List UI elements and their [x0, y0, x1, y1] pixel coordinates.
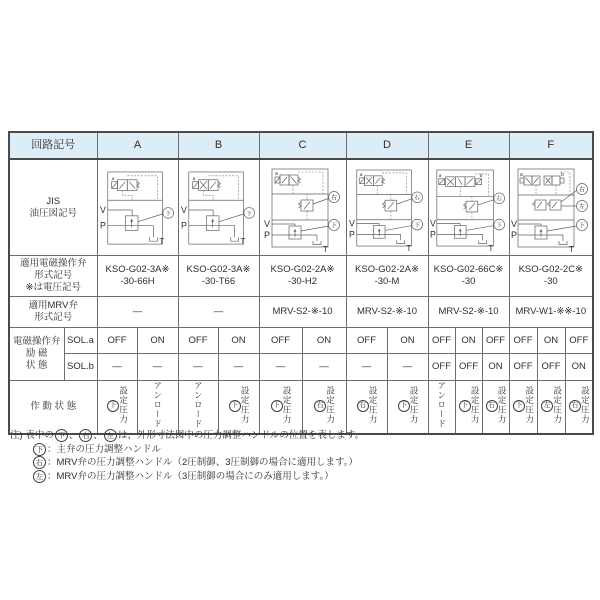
header-col-b: B — [178, 132, 259, 159]
svg-text:右: 右 — [414, 195, 421, 202]
svg-text:P: P — [348, 228, 355, 239]
sol-a-a2: ON — [137, 328, 178, 354]
sol-state-label: 電磁操作弁 励 磁 状 態 — [9, 328, 64, 381]
sol-b-f2: OFF — [537, 354, 565, 381]
svg-text:T: T — [158, 236, 164, 246]
hydraulic-circuit-diagram-e — [430, 164, 508, 254]
handle-mark: 下 — [459, 400, 471, 412]
sol-a-b1: OFF — [178, 328, 218, 354]
jis-row-label: JIS 油圧図記号 — [9, 159, 97, 256]
state-row-label: 作 動 状 態 — [9, 381, 97, 434]
svg-text:下: 下 — [245, 210, 252, 217]
state-b1: アンロード — [178, 381, 218, 434]
state-e3: 設定圧力右 — [482, 381, 509, 434]
handle-mark: 下 — [107, 400, 119, 412]
svg-text:a: a — [192, 176, 195, 182]
handle-mark: 右 — [569, 400, 581, 412]
handle-mark-down: 下 — [55, 429, 68, 442]
kso-model-a: KSO-G02-3A※ -30-66H — [97, 256, 178, 297]
svg-text:P: P — [180, 220, 187, 230]
jis-diagram-c-cell — [259, 159, 346, 256]
sol-b-b2: — — [218, 354, 259, 381]
svg-text:b: b — [560, 171, 564, 178]
sol-b-c1: — — [259, 354, 302, 381]
svg-text:V: V — [348, 218, 355, 229]
sol-a-d1: OFF — [346, 328, 387, 354]
valve-spec-table — [8, 131, 594, 435]
mrv-model-d: MRV-S2-※-10 — [346, 297, 428, 328]
kso-row-label: 適用電磁操作弁 形式記号 ※は電圧記号 — [9, 256, 97, 297]
sol-b-d2: — — [387, 354, 428, 381]
sol-a-label: SOL.a — [64, 328, 97, 354]
kso-model-row — [9, 256, 593, 297]
svg-text:T: T — [322, 244, 328, 254]
header-col-a: A — [97, 132, 178, 159]
state-e1: アンロード — [428, 381, 455, 434]
sol-a-row — [9, 328, 593, 354]
operating-state-row — [9, 381, 593, 434]
handle-mark: 下 — [398, 400, 410, 412]
header-col-d: D — [346, 132, 428, 159]
svg-text:a: a — [519, 171, 523, 178]
mrv-model-c: MRV-S2-※-10 — [259, 297, 346, 328]
kso-model-b: KSO-G02-3A※ -30-T66 — [178, 256, 259, 297]
state-f1: 設定圧力下 — [509, 381, 537, 434]
sol-a-e2: ON — [455, 328, 482, 354]
hydraulic-circuit-diagram-a — [99, 164, 177, 254]
sol-a-a1: OFF — [97, 328, 137, 354]
note-line-1: 注) 表中の 下 、 右 、 左 は、外形寸法図中の圧力調整ハンドルの位置を表します。 — [10, 430, 365, 442]
svg-text:下: 下 — [414, 222, 421, 229]
handle-mark: 下 — [271, 400, 283, 412]
handle-mark: 左 — [541, 400, 553, 412]
svg-text:T: T — [239, 236, 245, 246]
svg-text:V: V — [510, 218, 517, 229]
handle-mark-left: 左 — [104, 429, 117, 442]
svg-text:右: 右 — [495, 196, 502, 203]
kso-model-f: KSO-G02-2C※ -30 — [509, 256, 593, 297]
sol-a-d2: ON — [387, 328, 428, 354]
handle-mark: 下 — [513, 400, 525, 412]
hydraulic-circuit-diagram-d — [348, 164, 426, 254]
svg-text:T: T — [488, 243, 493, 253]
sol-b-e1: OFF — [428, 354, 455, 381]
handle-mark-right: 右 — [79, 429, 92, 442]
header-row — [9, 132, 593, 159]
svg-text:a: a — [111, 176, 114, 182]
mrv-model-b: — — [178, 297, 259, 328]
svg-text:P: P — [99, 220, 106, 230]
svg-text:T: T — [406, 243, 412, 253]
jis-diagram-d-cell — [346, 159, 428, 256]
sol-a-b2: ON — [218, 328, 259, 354]
handle-mark: 右 — [486, 400, 498, 412]
sol-a-f3: OFF — [565, 328, 593, 354]
sol-b-e2: OFF — [455, 354, 482, 381]
svg-text:下: 下 — [495, 222, 502, 229]
state-c1: 設定圧力下 — [259, 381, 302, 434]
state-a2: アンロード — [137, 381, 178, 434]
hydraulic-circuit-diagram-c — [263, 164, 343, 254]
svg-text:P: P — [510, 229, 517, 240]
svg-text:T: T — [568, 244, 574, 254]
footnotes — [10, 429, 364, 483]
svg-text:左: 左 — [578, 204, 585, 210]
svg-text:下: 下 — [330, 223, 337, 229]
state-e2: 設定圧力下 — [455, 381, 482, 434]
kso-model-d: KSO-G02-2A※ -30-M — [346, 256, 428, 297]
state-d2: 設定圧力下 — [387, 381, 428, 434]
state-f3: 設定圧力右 — [565, 381, 593, 434]
sol-b-a2: — — [137, 354, 178, 381]
kso-model-e: KSO-G02-66C※ -30 — [428, 256, 509, 297]
jis-diagram-b-cell — [178, 159, 259, 256]
state-c2: 設定圧力右 — [302, 381, 346, 434]
mrv-row-label: 適用MRV弁 形式記号 — [9, 297, 97, 328]
svg-text:a: a — [438, 173, 442, 179]
jis-symbol-row — [9, 159, 593, 256]
svg-text:下: 下 — [164, 210, 171, 217]
handle-mark-down: 下 — [33, 443, 46, 456]
kso-model-c: KSO-G02-2A※ -30-H2 — [259, 256, 346, 297]
svg-text:右: 右 — [578, 187, 585, 193]
sol-b-f1: OFF — [509, 354, 537, 381]
sol-a-e1: OFF — [428, 328, 455, 354]
sol-a-e3: OFF — [482, 328, 509, 354]
sol-b-e3: ON — [482, 354, 509, 381]
header-corner: 回路記号 — [9, 132, 97, 159]
handle-mark-right: 右 — [33, 456, 46, 469]
sol-b-c2: — — [302, 354, 346, 381]
svg-text:V: V — [263, 218, 270, 229]
svg-text:右: 右 — [330, 195, 337, 201]
state-f2: 設定圧力左 — [537, 381, 565, 434]
jis-diagram-f-cell — [509, 159, 593, 256]
sol-b-label: SOL.b — [64, 354, 97, 381]
mrv-model-e: MRV-S2-※-10 — [428, 297, 509, 328]
jis-diagram-e-cell — [428, 159, 509, 256]
handle-mark: 右 — [314, 400, 326, 412]
svg-text:下: 下 — [578, 223, 585, 229]
note-line-2: 下 ：主弁の圧力調整ハンドル — [32, 443, 364, 457]
sol-b-b1: — — [178, 354, 218, 381]
handle-mark: 右 — [357, 400, 369, 412]
header-col-f: F — [509, 132, 593, 159]
hydraulic-circuit-diagram-b — [180, 164, 258, 254]
sol-b-row — [9, 354, 593, 381]
state-b2: 設定圧力下 — [218, 381, 259, 434]
sol-b-a1: — — [97, 354, 137, 381]
header-col-e: E — [428, 132, 509, 159]
sol-a-c1: OFF — [259, 328, 302, 354]
mrv-model-f: MRV-W1-※※-10 — [509, 297, 593, 328]
sol-b-d1: — — [346, 354, 387, 381]
svg-text:a: a — [274, 170, 278, 177]
state-a1: 設定圧力下 — [97, 381, 137, 434]
mrv-model-row — [9, 297, 593, 328]
sol-a-c2: ON — [302, 328, 346, 354]
state-d1: 設定圧力右 — [346, 381, 387, 434]
sol-b-f3: ON — [565, 354, 593, 381]
jis-diagram-a-cell — [97, 159, 178, 256]
hydraulic-circuit-diagram-f — [511, 164, 591, 254]
sol-a-f1: OFF — [509, 328, 537, 354]
svg-text:a: a — [359, 172, 363, 178]
handle-mark: 下 — [229, 400, 241, 412]
note-line-3: 右 ：MRV弁の圧力調整ハンドル（2圧制御、3圧制御の場合に適用します。） — [32, 456, 364, 470]
header-col-c: C — [259, 132, 346, 159]
svg-text:P: P — [429, 228, 436, 239]
svg-text:V: V — [429, 218, 436, 229]
sol-a-f2: ON — [537, 328, 565, 354]
mrv-model-a: — — [97, 297, 178, 328]
svg-text:V: V — [99, 204, 106, 215]
svg-text:b: b — [479, 173, 482, 179]
svg-text:V: V — [180, 204, 187, 215]
handle-mark-left: 左 — [33, 470, 46, 483]
note-line-4: 左 ：MRV弁の圧力調整ハンドル（3圧制御の場合にのみ適用します。） — [32, 470, 364, 484]
svg-text:P: P — [263, 229, 270, 240]
